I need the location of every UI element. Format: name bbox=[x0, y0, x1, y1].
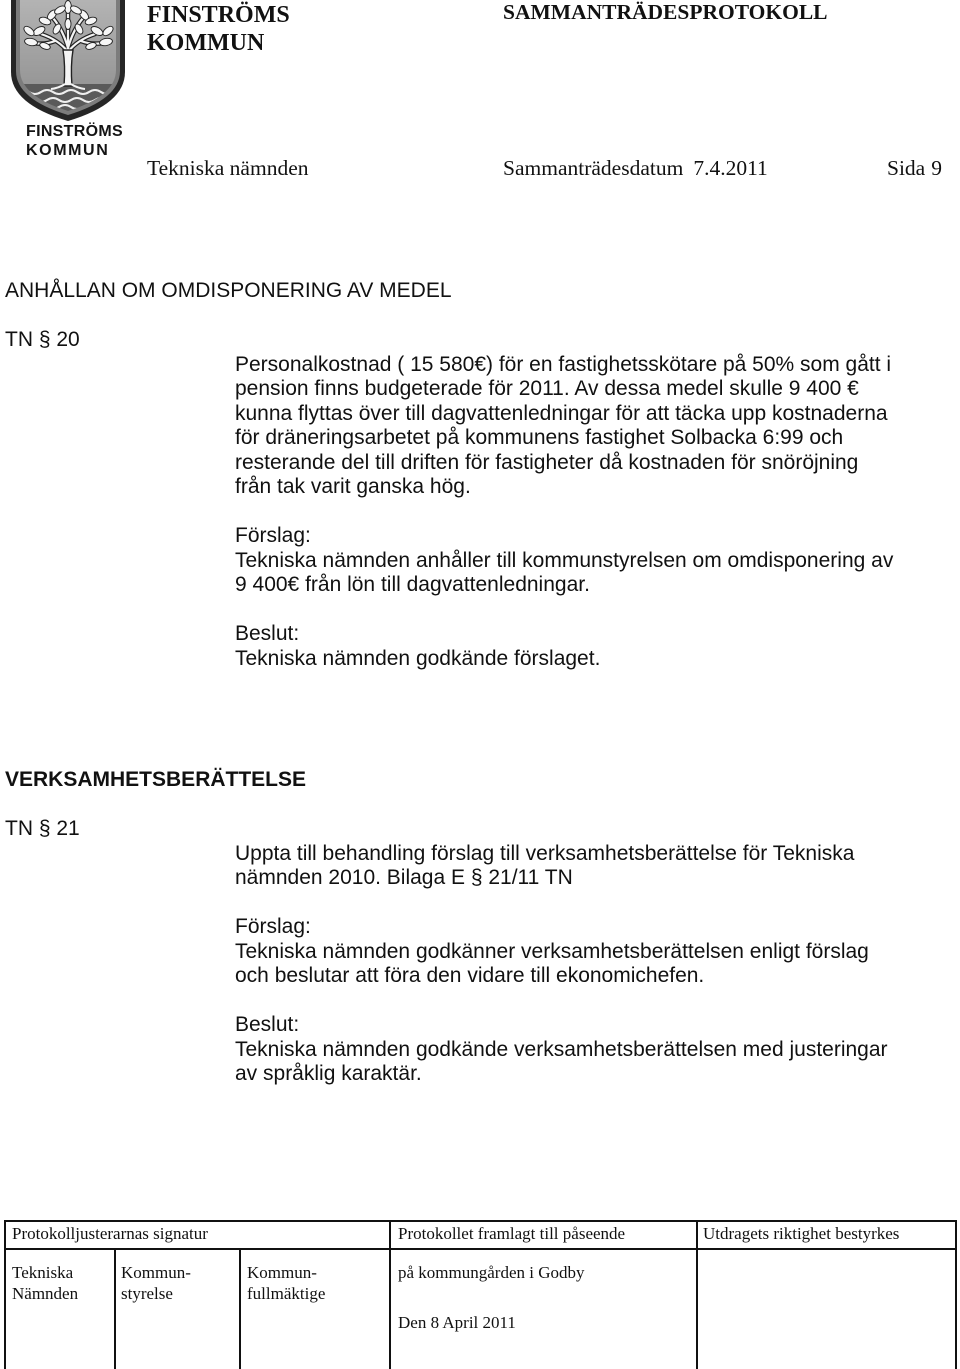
signer-line: styrelse bbox=[121, 1284, 173, 1303]
table-border-right bbox=[955, 1220, 957, 1369]
column-header-certified: Utdragets riktighet bestyrkes bbox=[703, 1224, 900, 1243]
agenda-item-tn-20 bbox=[0, 279, 960, 671]
header-organization bbox=[147, 1, 290, 57]
meeting-date bbox=[503, 156, 768, 180]
proposal-label: Förslag: bbox=[235, 524, 311, 547]
decision-line: Tekniska nämnden godkände verksamhetsberättelsen med justeringar bbox=[235, 1037, 888, 1061]
proposal-label: Förslag: bbox=[235, 915, 311, 938]
decision-label: Beslut: bbox=[235, 1013, 300, 1036]
table-divider bbox=[239, 1248, 241, 1369]
header-org-line-2: KOMMUN bbox=[147, 30, 265, 56]
posted-location: på kommungården i Godby bbox=[398, 1263, 585, 1282]
body-line: kunna flyttas över till dagvattenledningar för att täcka upp kostnaderna bbox=[235, 401, 888, 425]
logo-line-2: KOMMUN bbox=[26, 142, 110, 159]
signer-line: Tekniska bbox=[12, 1263, 74, 1282]
table-divider bbox=[696, 1220, 698, 1369]
page-label: Sida bbox=[887, 156, 926, 180]
signer-line: Nämnden bbox=[12, 1284, 79, 1303]
table-border-header bbox=[4, 1248, 957, 1250]
committee-name: Tekniska nämnden bbox=[147, 156, 309, 180]
section-body bbox=[0, 353, 960, 500]
column-header-signatures: Protokolljusterarnas signatur bbox=[12, 1224, 208, 1243]
meeting-date-value: 7.4.2011 bbox=[693, 156, 768, 180]
agenda-item-tn-21 bbox=[0, 768, 960, 1087]
body-line: Uppta till behandling förslag till verksamhetsberättelse för Tekniska bbox=[235, 841, 855, 865]
decision-label: Beslut: bbox=[235, 622, 300, 645]
table-divider bbox=[389, 1220, 391, 1369]
page-number bbox=[887, 156, 942, 180]
proposal-line: Tekniska nämnden anhåller till kommunstyrelsen om omdisponering av bbox=[235, 548, 894, 572]
body-line: nämnden 2010. Bilaga E § 21/11 TN bbox=[235, 866, 573, 889]
signer-line: Kommun- bbox=[247, 1263, 317, 1282]
body-line: pension finns budgeterade för 2011. Av dessa medel skulle 9 400 € bbox=[235, 377, 859, 400]
logo-wordmark bbox=[26, 122, 123, 160]
document-type: SAMMANTRÄDESPROTOKOLL bbox=[503, 0, 828, 24]
page-value: 9 bbox=[931, 156, 942, 180]
proposal-text bbox=[0, 549, 960, 598]
paragraph-reference: TN § 21 bbox=[5, 817, 80, 840]
decision-text bbox=[0, 647, 960, 672]
table-border-top bbox=[4, 1220, 957, 1222]
decision-line: Tekniska nämnden godkände förslaget. bbox=[235, 646, 601, 670]
logo-line-1: FINSTRÖMS bbox=[26, 123, 123, 140]
decision-line: av språklig karaktär. bbox=[235, 1062, 422, 1085]
section-title: ANHÅLLAN OM OMDISPONERING AV MEDEL bbox=[5, 279, 452, 302]
posted-date: Den 8 April 2011 bbox=[398, 1313, 516, 1332]
signer-cell bbox=[247, 1262, 325, 1304]
body-line: Personalkostnad ( 15 580€) för en fastighetsskötare på 50% som gått i bbox=[235, 352, 892, 376]
body-line: för dräneringsarbetet på kommunens fastighet Solbacka 6:99 och bbox=[235, 426, 844, 449]
signer-cell bbox=[121, 1262, 191, 1304]
proposal-line: och beslutar att föra den vidare till ekonomichefen. bbox=[235, 964, 705, 987]
meeting-date-label: Sammanträdesdatum bbox=[503, 156, 684, 180]
body-line: resterande del till driften för fastigheter då kostnaden för snöröjning bbox=[235, 450, 859, 474]
column-header-posted: Protokollet framlagt till påseende bbox=[398, 1224, 626, 1243]
table-border-left bbox=[4, 1220, 6, 1369]
section-body bbox=[0, 842, 960, 891]
decision-text bbox=[0, 1038, 960, 1087]
proposal-text bbox=[0, 940, 960, 989]
paragraph-reference: TN § 20 bbox=[5, 328, 80, 351]
signer-line: fullmäktige bbox=[247, 1284, 326, 1303]
body-line: från tak varit ganska hög. bbox=[235, 475, 471, 498]
proposal-line: 9 400€ från lön till dagvattenledningar. bbox=[235, 573, 590, 596]
table-divider bbox=[114, 1248, 116, 1369]
signer-cell bbox=[12, 1262, 78, 1304]
header-org-line-1: FINSTRÖMS bbox=[147, 2, 290, 28]
coat-of-arms-logo bbox=[9, 0, 127, 122]
section-title: VERKSAMHETSBERÄTTELSE bbox=[5, 768, 307, 791]
signer-line: Kommun- bbox=[121, 1263, 191, 1282]
proposal-line: Tekniska nämnden godkänner verksamhetsberättelsen enligt förslag bbox=[235, 939, 869, 963]
